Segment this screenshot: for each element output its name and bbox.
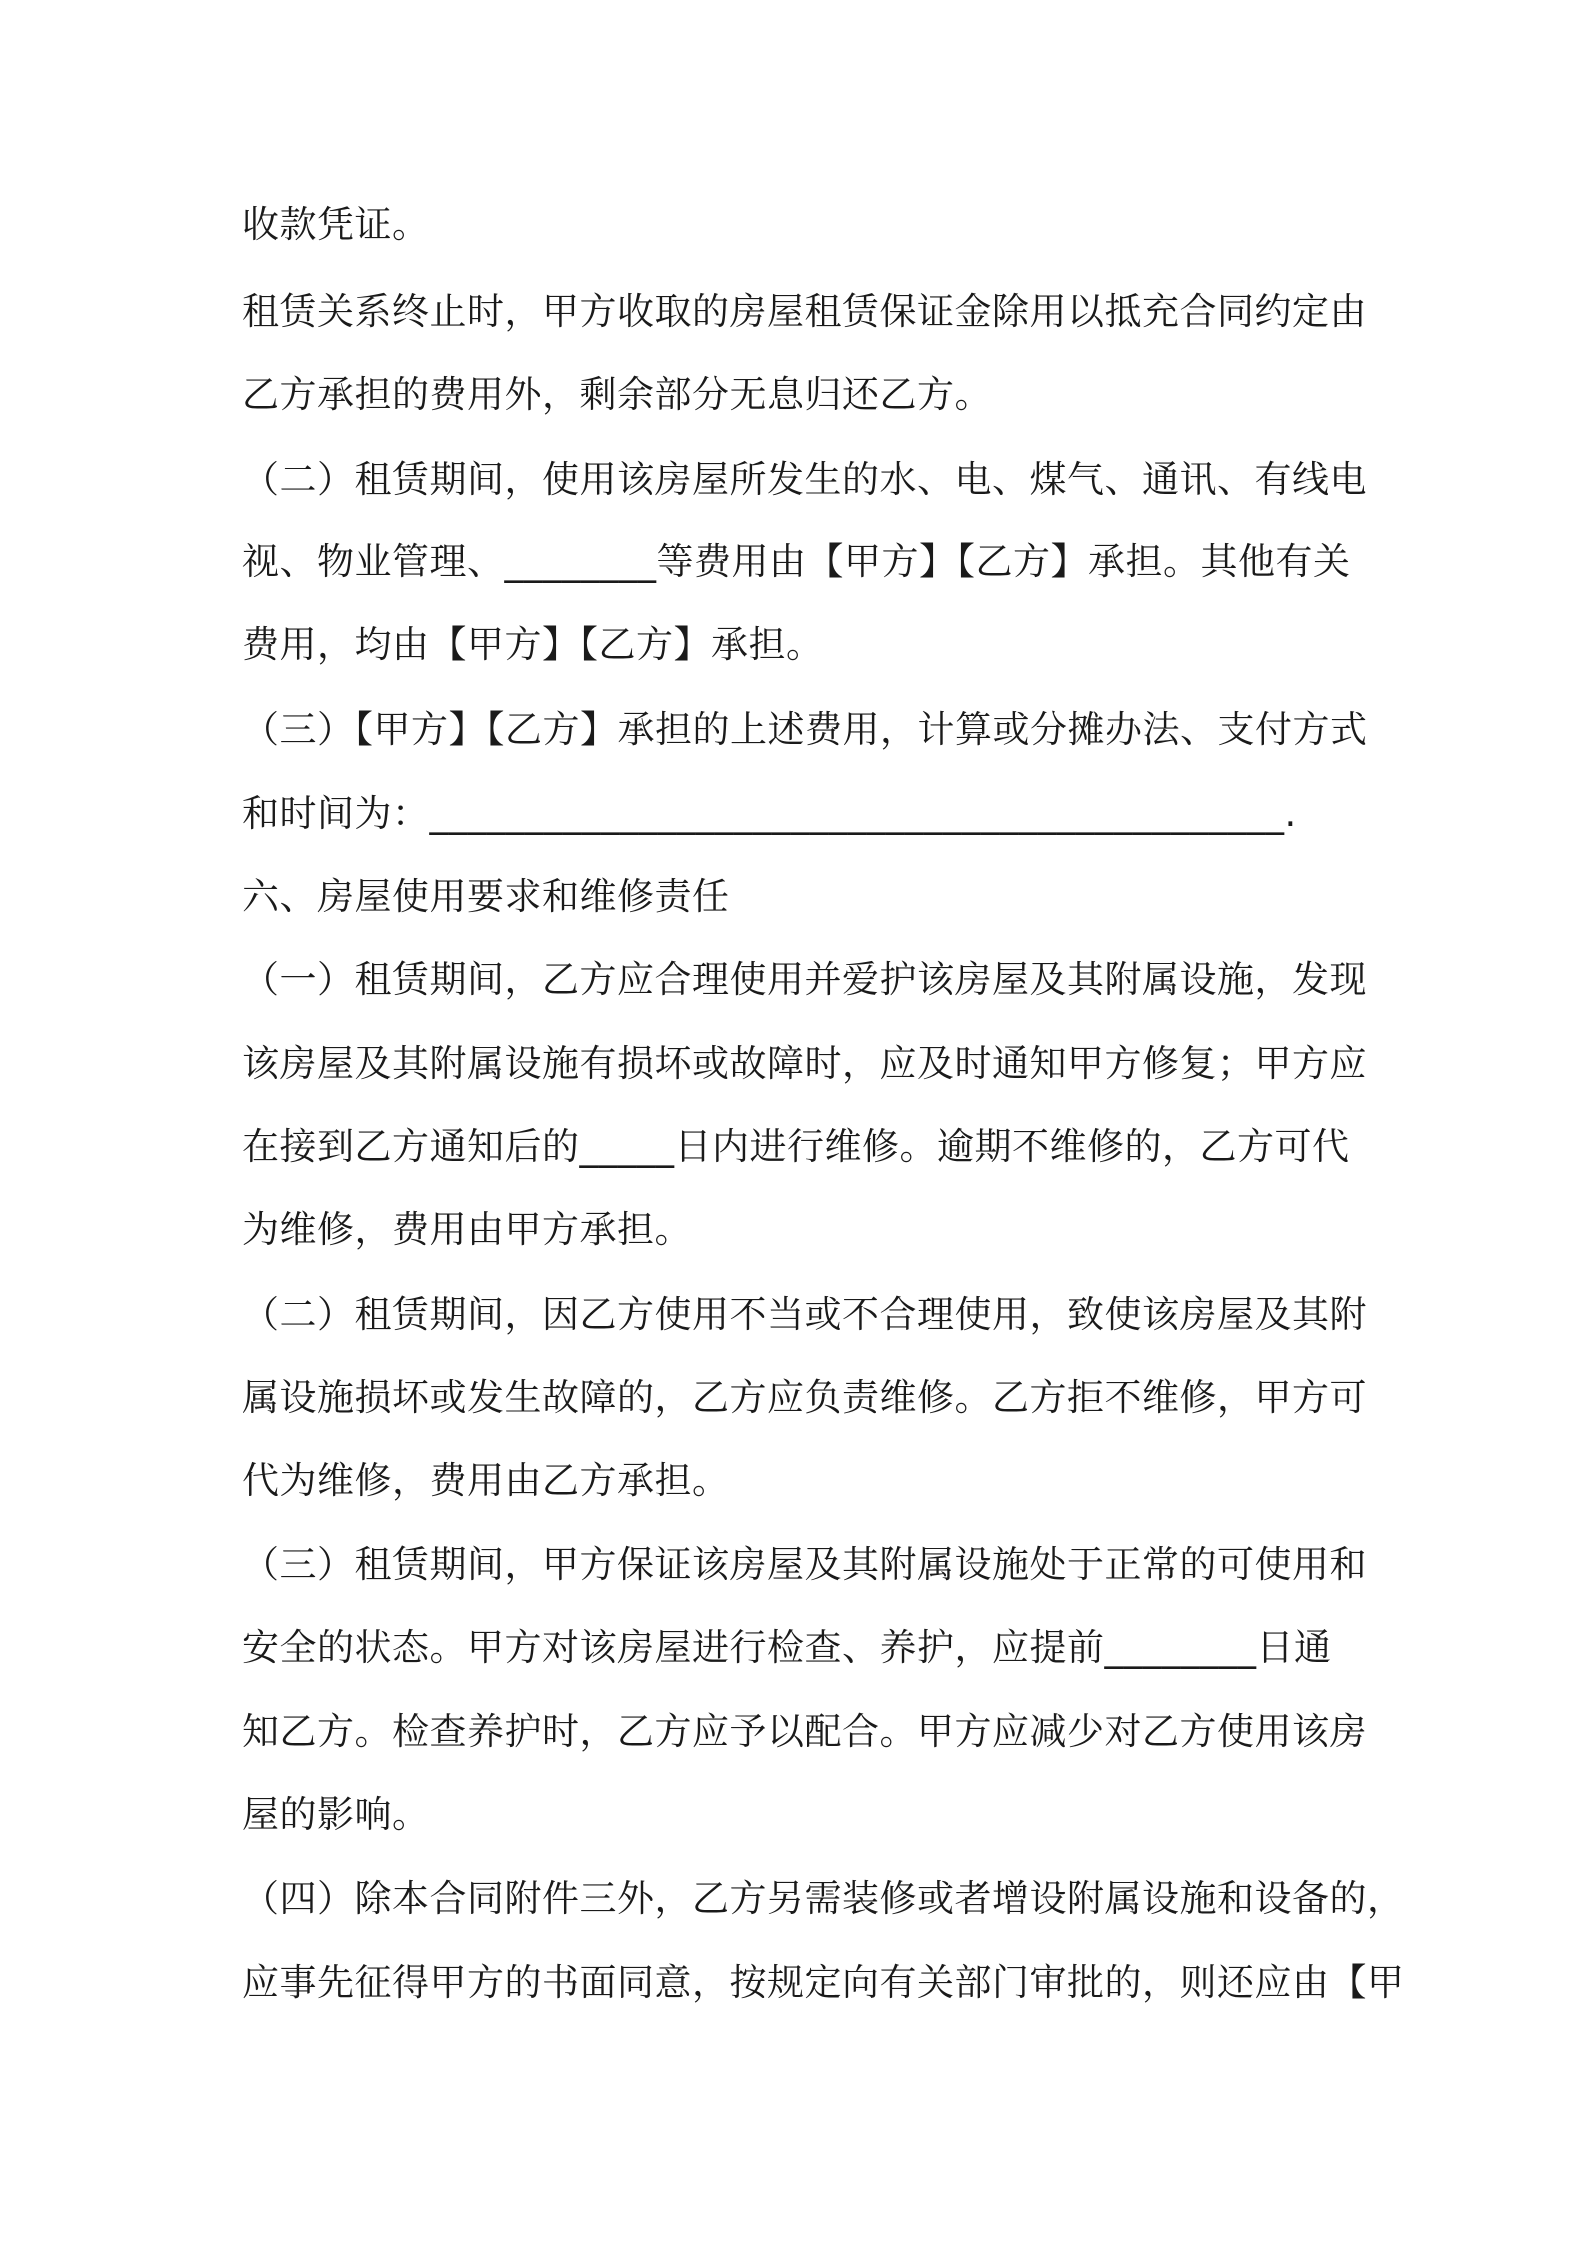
text-line: 收款凭证。 — [242, 203, 430, 246]
text-line: 该房屋及其附属设施有损坏或故障时，应及时通知甲方修复；甲方应 — [242, 1042, 1367, 1085]
text-line: 应事先征得甲方的书面同意，按规定向有关部门审批的，则还应由【甲 — [242, 1961, 1405, 2004]
text-line: （三）【甲方】【乙方】承担的上述费用，计算或分摊办法、支付方式 — [242, 708, 1368, 751]
text-line: 代为维修，费用由乙方承担。 — [242, 1459, 730, 1502]
text-line: 为维修，费用由甲方承担。 — [242, 1208, 692, 1251]
text-line: 在接到乙方通知后的_____日内进行维修。逾期不维修的，乙方可代 — [242, 1125, 1350, 1168]
text-line: 视、物业管理、________等费用由【甲方】【乙方】承担。其他有关 — [242, 540, 1351, 583]
text-line: 屋的影响。 — [242, 1793, 430, 1836]
text-line: （四）除本合同附件三外，乙方另需装修或者增设附属设施和设备的， — [242, 1877, 1405, 1920]
text-line: 属设施损坏或发生故障的，乙方应负责维修。乙方拒不维修，甲方可 — [242, 1376, 1367, 1419]
text-line: 费用，均由【甲方】【乙方】承担。 — [242, 623, 824, 666]
text-line: 乙方承担的费用外，剩余部分无息归还乙方。 — [242, 373, 992, 416]
text-line: （二）租赁期间，因乙方使用不当或不合理使用，致使该房屋及其附 — [242, 1293, 1367, 1336]
text-line: 租赁关系终止时，甲方收取的房屋租赁保证金除用以抵充合同约定由 — [242, 290, 1367, 333]
text-line: 知乙方。检查养护时，乙方应予以配合。甲方应减少对乙方使用该房 — [242, 1710, 1367, 1753]
text-line: （二）租赁期间，使用该房屋所发生的水、电、煤气、通讯、有线电 — [242, 458, 1367, 501]
text-line: （三）租赁期间，甲方保证该房屋及其附属设施处于正常的可使用和 — [242, 1543, 1367, 1586]
text-line: 和时间为：_____________________________________________. — [242, 792, 1297, 835]
text-line: 安全的状态。甲方对该房屋进行检查、养护，应提前________日通 — [242, 1626, 1332, 1669]
text-line: （一）租赁期间，乙方应合理使用并爱护该房屋及其附属设施，发现 — [242, 958, 1367, 1001]
section-heading: 六、房屋使用要求和维修责任 — [242, 875, 730, 918]
